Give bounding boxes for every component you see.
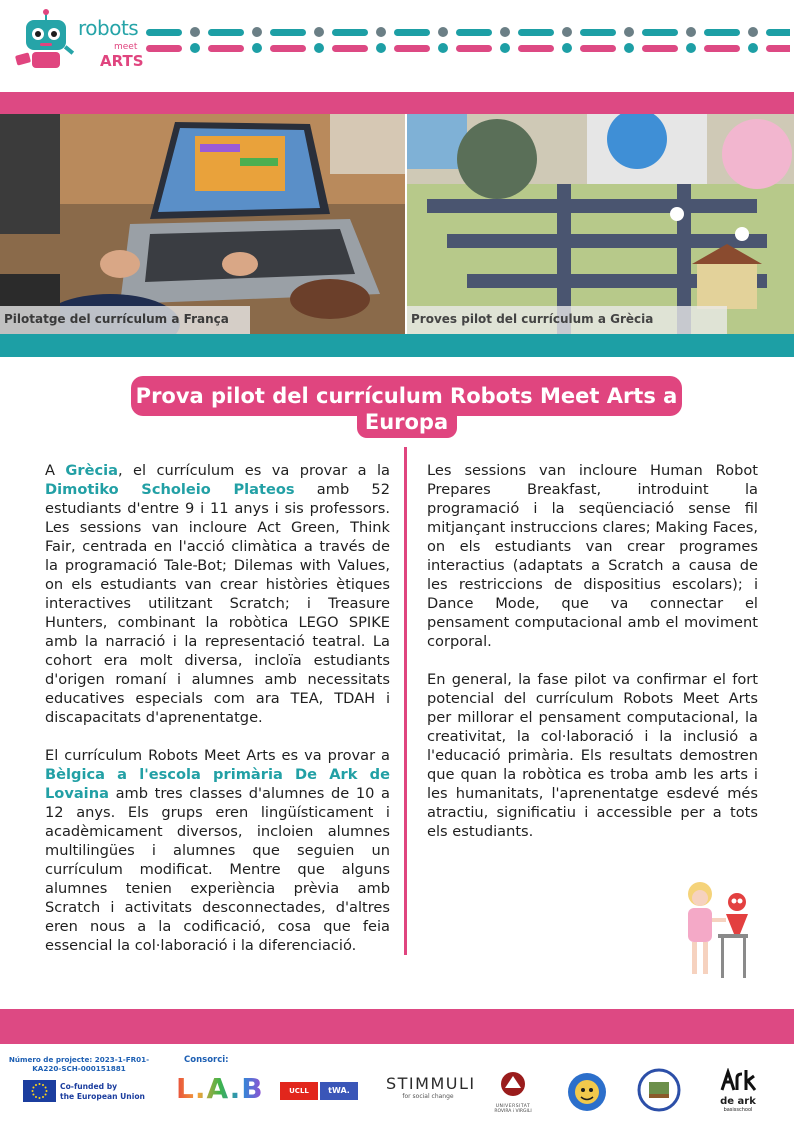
stimmuli-wordmark: STIMMULI	[386, 1074, 476, 1093]
dashed-line-decoration	[140, 22, 790, 62]
eu-star	[42, 1096, 44, 1098]
dash-segment	[146, 29, 182, 36]
dash-segment	[642, 29, 678, 36]
lab-logo-text: L.A.B	[176, 1072, 264, 1105]
sessions-paragraph: Les sessions van incloure Human Robot Prepares Breakfast, introduint la programació i la seqüenciació sense fil mitjançant instruccions clares; Making Faces, on els estudiants van crear programes interactius (adaptats a Scratch a causa de les restriccions de dispositius escolars); i Dance Mode, que va connectar el pensament computacional amb el moviment corporal.	[427, 462, 758, 650]
logo-meet-text: meet	[114, 42, 138, 52]
dash-segment	[766, 45, 790, 52]
de-ark-mark-icon	[718, 1068, 758, 1092]
dash-segment	[518, 29, 554, 36]
eu-line-2: the European Union	[60, 1092, 145, 1101]
dash-dot	[562, 27, 572, 37]
page-title: Prova pilot del currículum Robots Meet Arts a Europa	[135, 384, 678, 434]
robots-meet-arts-logo	[14, 8, 144, 74]
teal-band	[0, 334, 794, 357]
ucll-logo-text: UCLL	[280, 1082, 318, 1100]
logo-robots-text: robots	[78, 16, 139, 40]
eu-star	[39, 1097, 41, 1099]
dash-segment	[642, 45, 678, 52]
text-run: amb tres classes d'alumnes de 10 a 12 anys. Els grups eren lingüísticament i acadèmicament diversos, incloien alumnes multilingües i alumnes que seguien un currículum modificat. Mentre que alguns alumnes tenien experiència prèvia amb Scratch i activitats desconnectades, d'altres eren nous a la codificació, cosa que feia essencial la col·laboració i la diferenciació.	[45, 785, 390, 954]
eu-star	[32, 1087, 34, 1089]
dash-segment	[580, 29, 616, 36]
stimmuli-tagline: for social change	[402, 1093, 454, 1100]
twa-logo-text: tWA.	[320, 1082, 358, 1100]
dash-segment	[704, 45, 740, 52]
robot-mascot-icon	[14, 8, 78, 74]
eu-funding-text	[60, 1082, 145, 1102]
partner-stimmuli-logo	[386, 1074, 476, 1100]
dash-dot	[562, 43, 572, 53]
dash-dot	[624, 27, 634, 37]
highlight-school-name: Dimotiko Scholeio Plateos	[45, 481, 295, 498]
header	[0, 0, 794, 92]
de-ark-name: de ark	[720, 1096, 756, 1107]
dash-segment	[208, 29, 244, 36]
eu-star	[45, 1094, 47, 1096]
partner-school-logo-2	[637, 1068, 681, 1112]
top-pink-band	[0, 92, 794, 114]
eu-star	[32, 1094, 34, 1096]
dash-dot	[314, 27, 324, 37]
dash-dot	[500, 43, 510, 53]
eu-star	[46, 1090, 48, 1092]
dash-dot	[252, 27, 262, 37]
text-run: amb 52 estudiants d'entre 9 i 11 anys i sis professors. Les sessions van incloure Act Green, Think Fair, centrada en l'acció climàtica a través de la programació Tale-Bot; Dilemas with Values, on els estudiants van crear històries ètiques interactives utilitzant Scratch; i Treasure Hunters, combinant la robòtica LEGO SPIKE amb la narració i la representació teatral. La cohort era molt diversa, incloïa estudiants d'origen romaní i alumnes amb necessitats educatives especials com ara TEA, TDAH i discapacitats d'aprenentatge.	[45, 481, 390, 726]
photo-caption-france: Pilotatge del currículum a França	[0, 306, 250, 334]
conclusion-paragraph: En general, la fase pilot va confirmar el fort potencial del currículum Robots Meet Arts per millorar el pensament computacional, la creativitat, la col·laboració i la inclusió a l'educació primària. Els resultats demostren que quan la robòtica es troba amb les arts i les humanitats, l'aprenentatge esdevé més atractiu, significatiu i accessible per a tots els estudiants.	[427, 671, 758, 840]
laptop-scene-image	[0, 114, 405, 334]
school-seal-icon	[637, 1068, 681, 1112]
dash-segment	[580, 45, 616, 52]
belgium-paragraph	[45, 746, 390, 955]
consortium-label: Consorci:	[184, 1055, 229, 1065]
text-run: El currículum Robots Meet Arts es va provar a	[45, 747, 390, 764]
partner-urv-logo	[491, 1070, 535, 1114]
eu-star	[42, 1084, 44, 1086]
partner-lab-logo	[176, 1072, 264, 1105]
eu-star	[39, 1083, 41, 1085]
highlight-belgium-school: Bèlgica a l'escola primària De Ark de Lovaina	[45, 766, 390, 802]
dash-dot	[252, 43, 262, 53]
dash-dot	[500, 27, 510, 37]
dash-dot	[748, 43, 758, 53]
eu-flag-icon	[23, 1080, 56, 1102]
dash-segment	[766, 29, 790, 36]
dash-segment	[704, 29, 740, 36]
urv-crest-icon	[491, 1070, 535, 1100]
partner-de-ark-logo	[713, 1068, 763, 1114]
dash-segment	[456, 29, 492, 36]
dash-dot	[748, 27, 758, 37]
left-column	[45, 461, 390, 974]
photo-greece-pilot	[407, 114, 794, 334]
dash-segment	[394, 29, 430, 36]
eu-line-1: Co-funded by	[60, 1082, 118, 1091]
dash-dot	[438, 43, 448, 53]
partner-ucll-twa-logo	[280, 1078, 358, 1096]
school-crest-icon	[565, 1070, 609, 1114]
dash-dot	[686, 27, 696, 37]
urv-text-1: UNIVERSITAT	[495, 1104, 531, 1109]
dash-dot	[190, 43, 200, 53]
eu-star	[35, 1096, 37, 1098]
de-ark-subtitle: basisschool	[723, 1107, 753, 1113]
dash-segment	[518, 45, 554, 52]
dash-dot	[438, 27, 448, 37]
dash-segment	[208, 45, 244, 52]
bottom-pink-band	[0, 1009, 794, 1044]
urv-text-2: ROVIRA i VIRGILI	[494, 1109, 532, 1114]
text-run: , el currículum es va provar a la	[117, 462, 391, 479]
dash-segment	[270, 45, 306, 52]
dash-dot	[314, 43, 324, 53]
eu-star	[32, 1090, 34, 1092]
eu-star	[35, 1084, 37, 1086]
greece-paragraph	[45, 461, 390, 727]
dash-segment	[146, 45, 182, 52]
dash-segment	[332, 45, 368, 52]
classroom-floor-image	[407, 114, 794, 334]
dash-segment	[270, 29, 306, 36]
highlight-greece: Grècia	[65, 462, 118, 479]
girl-and-robot-illustration	[674, 878, 764, 980]
dash-segment	[332, 29, 368, 36]
dash-segment	[394, 45, 430, 52]
right-column	[427, 461, 758, 860]
eu-star	[45, 1087, 47, 1089]
photo-caption-greece: Proves pilot del currículum a Grècia	[407, 306, 727, 334]
dash-dot	[376, 27, 386, 37]
dash-segment	[456, 45, 492, 52]
photo-france-pilot	[0, 114, 405, 334]
logo-arts-text: ARTS	[100, 52, 144, 70]
partner-school-logo-1	[565, 1070, 609, 1114]
text-run: A	[45, 462, 66, 479]
dash-dot	[624, 43, 634, 53]
project-number: Número de projecte: 2023-1-FR01-KA220-SCH-000151881	[8, 1055, 150, 1073]
column-divider	[404, 447, 407, 955]
dash-dot	[686, 43, 696, 53]
footer	[0, 1044, 794, 1123]
dash-dot	[190, 27, 200, 37]
dash-dot	[376, 43, 386, 53]
